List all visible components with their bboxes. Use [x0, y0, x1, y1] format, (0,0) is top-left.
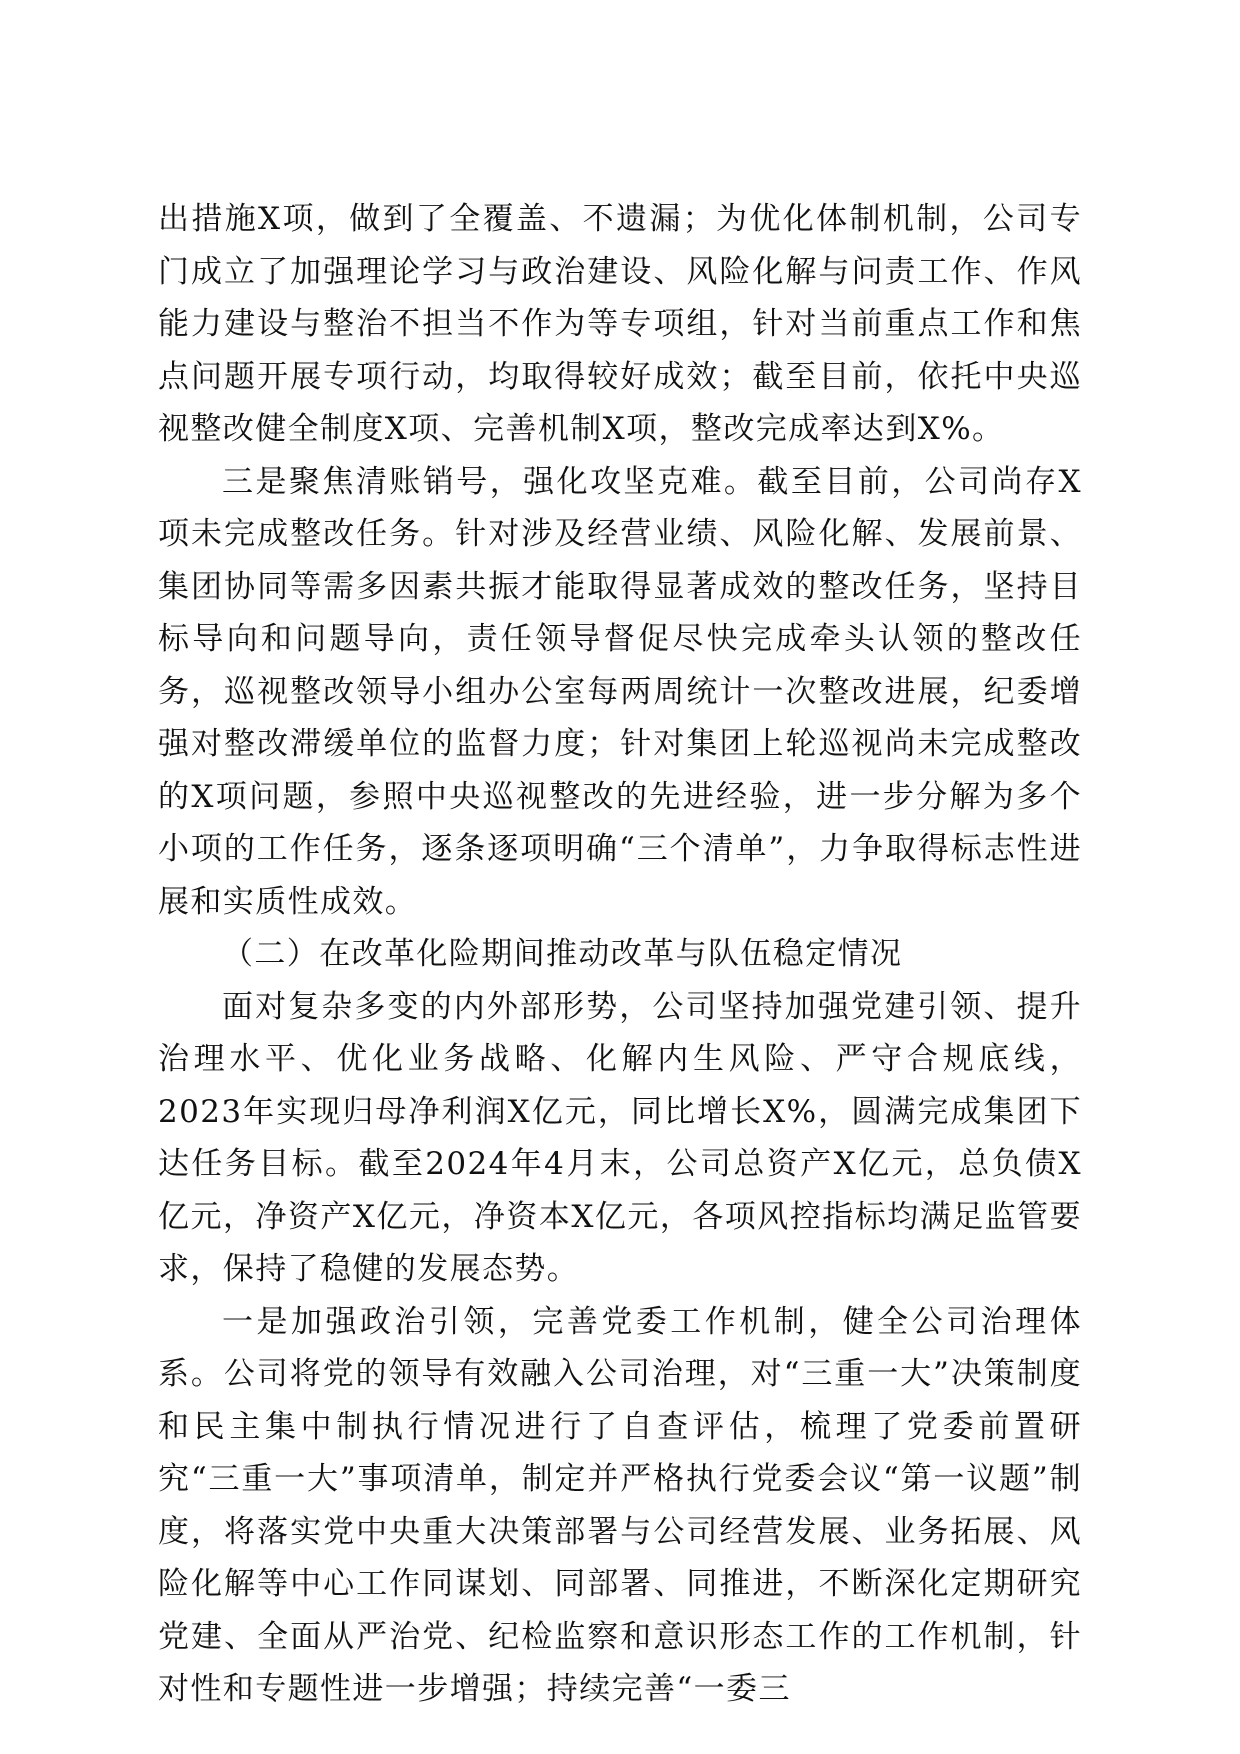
paragraph-point-one: 一是加强政治引领，完善党委工作机制，健全公司治理体系。公司将党的领导有效融入公司治理，对“三重一大”决策制度和民主集中制执行情况进行了自查评估，梳理了党委前置研究“三重一大”事项清单，制定并严格执行党委会议“第一议题”制度，将落实党中央重大决策部署与公司经营发展、业务拓展、风险化解等中心工作同谋划、同部署、同推进，不断深化定期研究党建、全面从严治党、纪检监察和意识形态工作的工作机制，针对性和专题性进一步增强；持续完善“一委三: [158, 1303, 1082, 1707]
paragraph-point-three: 三是聚焦清账销号，强化攻坚克难。截至目前，公司尚存X项未完成整改任务。针对涉及经营业绩、风险化解、发展前景、集团协同等需多因素共振才能取得显著成效的整改任务，坚持目标导向和问题导向，责任领导督促尽快完成牵头认领的整改任务，巡视整改领导小组办公室每两周统计一次整改进展，纪委增强对整改滞缓单位的监督力度；针对集团上轮巡视尚未完成整改的X项问题，参照中央巡视整改的先进经验，进一步分解为多个小项的工作任务，逐条逐项明确“三个清单”，力争取得标志性进展和实质性成效。: [158, 463, 1082, 920]
section-heading: （二）在改革化险期间推动改革与队伍稳定情况: [222, 936, 903, 972]
document-body: [158, 193, 1082, 1716]
paragraph-continued: 出措施X项，做到了全覆盖、不遗漏；为优化体制机制，公司专门成立了加强理论学习与政治建设、风险化解与问责工作、作风能力建设与整治不担当不作为等专项组，针对当前重点工作和焦点问题开展专项行动，均取得较好成效；截至目前，依托中央巡视整改健全制度X项、完善机制X项，整改完成率达到X%。: [158, 201, 1082, 447]
paragraph-overview: 面对复杂多变的内外部形势，公司坚持加强党建引领、提升治理水平、优化业务战略、化解内生风险、严守合规底线，2023年实现归母净利润X亿元，同比增长X%，圆满完成集团下达任务目标。截至2024年4月末，公司总资产X亿元，总负债X亿元，净资产X亿元，净资本X亿元，各项风控指标均满足监管要求，保持了稳健的发展态势。: [158, 988, 1082, 1287]
